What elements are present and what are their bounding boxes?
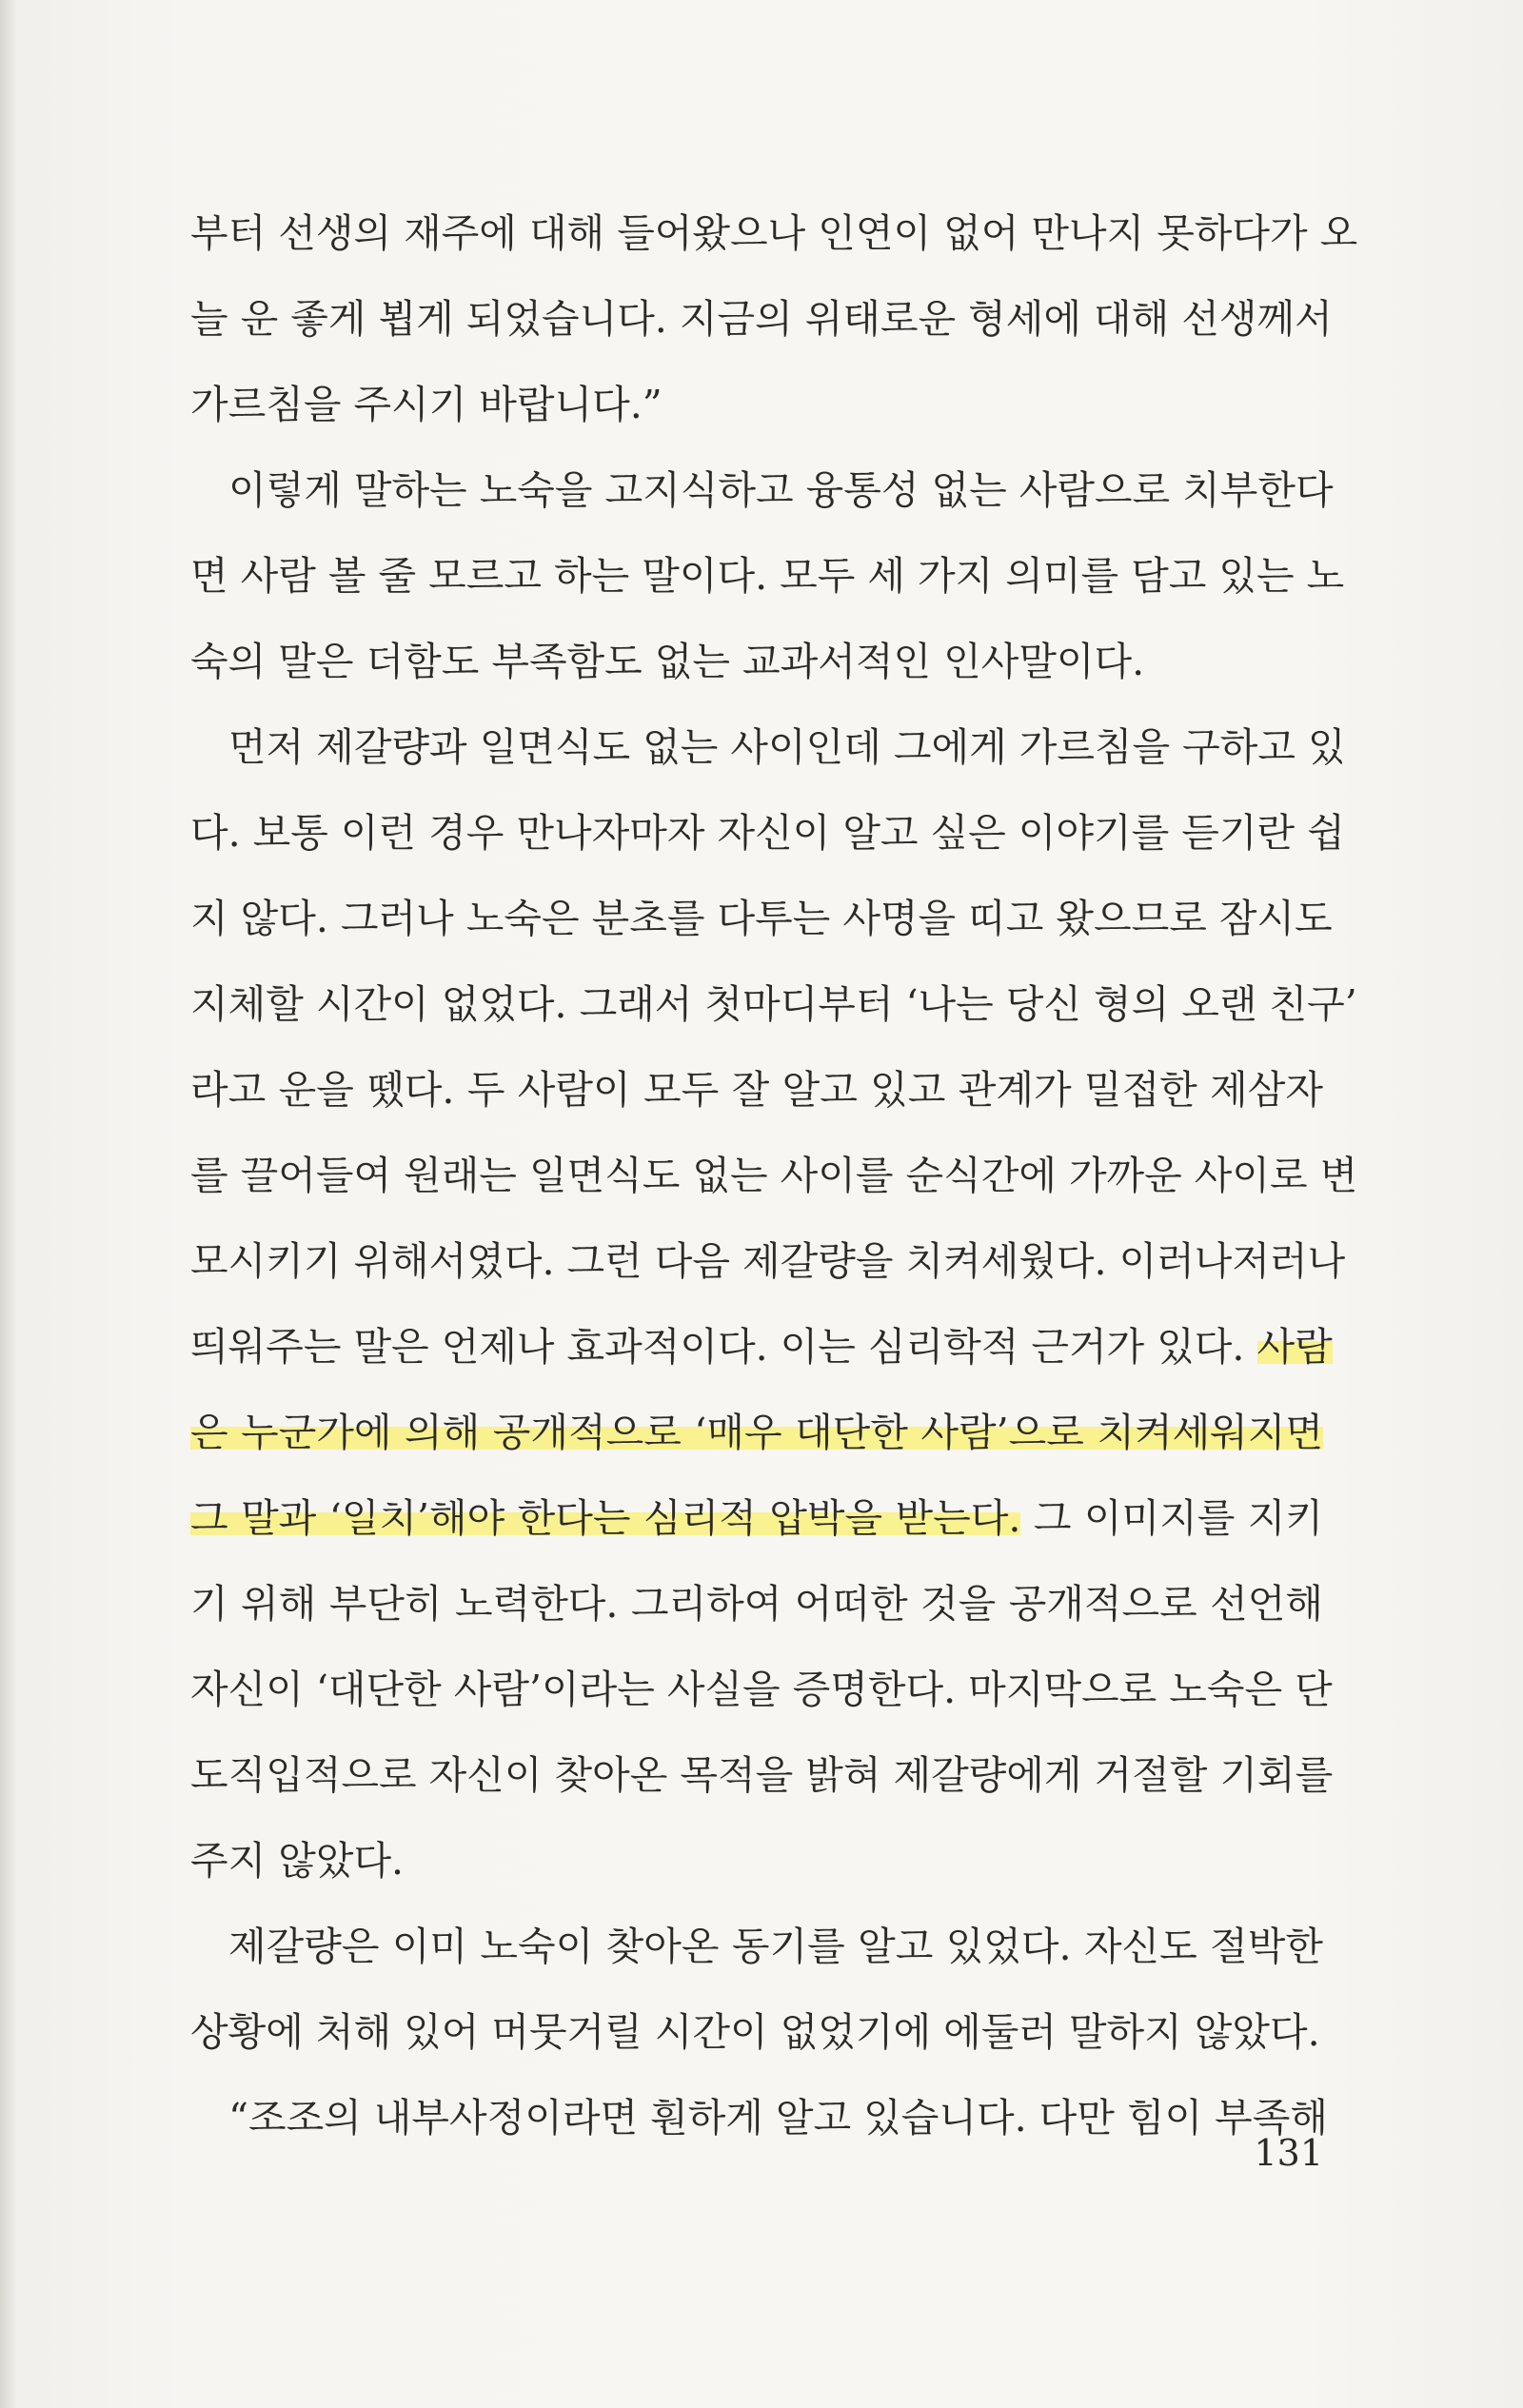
body-text <box>190 190 1358 2161</box>
text-segment: 띄워주는 말은 언제나 효과적이다. 이는 심리학적 근거가 있다. <box>190 1324 1245 1370</box>
text-segment: 그 이미지를 지키 <box>1020 1495 1323 1541</box>
text-line: 주지 않았다. <box>190 1838 405 1884</box>
text-line: 모시키기 위해서였다. 그런 다음 제갈량을 치켜세웠다. 이러나저러나 <box>190 1238 1346 1284</box>
text-line: 숙의 말은 더함도 부족함도 없는 교과서적인 인사말이다. <box>190 639 1145 684</box>
text-line: 부터 선생의 재주에 대해 들어왔으나 인연이 없어 만나지 못하다가 오 <box>190 210 1358 256</box>
text-line: 상황에 처해 있어 머뭇거릴 시간이 없었기에 에둘러 말하지 않았다. <box>190 2009 1320 2055</box>
text-line <box>190 1390 1323 1475</box>
text-line: 가르침을 주시기 바랍니다.” <box>190 382 663 427</box>
text-line: 이렇게 말하는 노숙을 고지식하고 융통성 없는 사람으로 치부한다 <box>228 467 1334 513</box>
text-line: 자신이 ‘대단한 사람’이라는 사실을 증명한다. 마지막으로 노숙은 단 <box>190 1667 1333 1712</box>
text-line <box>190 1475 1323 1561</box>
text-line <box>190 1304 1333 1390</box>
text-line: 기 위해 부단히 노력한다. 그리하여 어떠한 것을 공개적으로 선언해 <box>190 1581 1323 1627</box>
text-line: 지체할 시간이 없었다. 그래서 첫마디부터 ‘나는 당신 형의 오랜 친구’ <box>190 981 1357 1027</box>
text-line: 지 않다. 그러나 노숙은 분초를 다투는 사명을 띠고 왔으므로 잠시도 <box>190 896 1333 941</box>
text-line: 제갈량은 이미 노숙이 찾아온 동기를 알고 있었다. 자신도 절박한 <box>228 1924 1323 1969</box>
text-line: 도직입적으로 자신이 찾아온 목적을 밝혀 제갈량에게 거절할 기회를 <box>190 1752 1334 1798</box>
text-line: 라고 운을 뗐다. 두 사람이 모두 잘 알고 있고 관계가 밀접한 제삼자 <box>190 1067 1323 1113</box>
highlighted-text: 은 누군가에 의해 공개적으로 ‘매우 대단한 사람’으로 치켜세워지면 <box>190 1410 1323 1455</box>
highlighted-text: 사람 <box>1256 1324 1333 1370</box>
text-line: 면 사람 볼 줄 모르고 하는 말이다. 모두 세 가지 의미를 담고 있는 노 <box>190 553 1345 599</box>
page-number: 131 <box>1254 2132 1323 2174</box>
text-line: 를 끌어들여 원래는 일면식도 없는 사이를 순식간에 가까운 사이로 변 <box>190 1153 1358 1198</box>
page-binding-shadow <box>0 0 17 2408</box>
text-line: 늘 운 좋게 뵙게 되었습니다. 지금의 위태로운 형세에 대해 선생께서 <box>190 296 1333 342</box>
text-line: “조조의 내부사정이라면 훤하게 알고 있습니다. 다만 힘이 부족해 <box>228 2095 1328 2141</box>
text-line: 다. 보통 이런 경우 만나자마자 자신이 알고 싶은 이야기를 듣기란 쉽 <box>190 810 1345 856</box>
text-line: 먼저 제갈량과 일면식도 없는 사이인데 그에게 가르침을 구하고 있 <box>228 724 1346 770</box>
highlighted-text: 그 말과 ‘일치’해야 한다는 심리적 압박을 받는다. <box>190 1495 1021 1541</box>
